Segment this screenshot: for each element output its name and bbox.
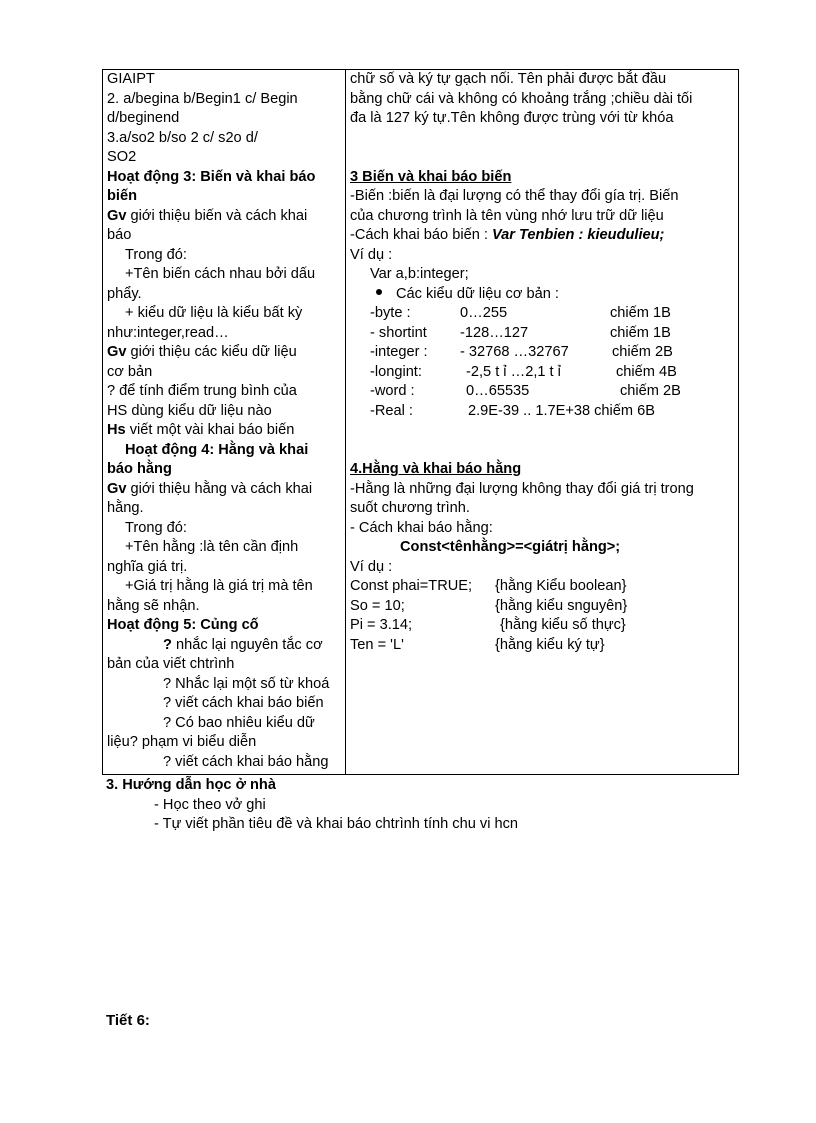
gv-text: giới thiệu các kiểu dữ liệu <box>126 344 297 360</box>
const-comment: {hằng kiểu số thực} <box>500 617 626 633</box>
code-example: Var a,b:integer; <box>370 266 469 282</box>
const-syntax: Const<tênhằng>=<giátrị hằng>; <box>400 539 621 555</box>
text-line: Ví dụ : <box>350 246 393 263</box>
gv-line <box>107 480 341 500</box>
text-line: -Biến :biến là đại lượng có thể thay đổi gía trị. Biến <box>350 188 679 204</box>
const-code: Ten = 'L' <box>350 636 404 653</box>
text-line: 3.a/so2 b/so 2 c/ s2o d/ <box>107 129 258 146</box>
gv-label: Gv <box>107 207 127 224</box>
text-line: 2. a/begina b/Begin1 c/ Begin <box>107 90 298 107</box>
const-comment: {hằng Kiểu boolean} <box>495 578 627 594</box>
activity-5-heading: Hoạt động 5: Củng cố <box>107 617 259 633</box>
gv-label: Gv <box>107 480 127 497</box>
teacher-activity-column <box>103 70 346 775</box>
text-line: GIAIPT <box>107 71 155 87</box>
type-row <box>350 363 734 383</box>
type-row <box>350 324 734 344</box>
homework-section <box>106 776 518 835</box>
text-line: hằng sẽ nhận. <box>107 597 200 614</box>
type-name: -byte : <box>370 305 411 321</box>
content-column <box>346 70 739 775</box>
text-line: bản của viết chtrình <box>107 656 235 672</box>
type-row <box>350 343 734 363</box>
text-line: của chương trình là tên vùng nhớ lưu trữ dữ liệu <box>350 207 664 224</box>
homework-item: - Học theo vở ghi <box>154 796 266 813</box>
type-name: -integer : <box>370 344 428 360</box>
type-size: chiếm 1B <box>610 305 671 321</box>
activity-3-heading-cont: biến <box>107 188 137 204</box>
const-comment: {hằng kiểu snguyên} <box>495 597 628 614</box>
spacer <box>350 148 734 168</box>
types-title: Các kiểu dữ liệu cơ bản : <box>396 285 559 302</box>
text-line: +Tên hằng :là tên cần định <box>125 539 299 555</box>
text-line: bằng chữ cái và không có khoảng trắng ;chiều dài tối <box>350 90 693 107</box>
text-line: báo <box>107 227 132 243</box>
gv-label: Gv <box>107 344 127 360</box>
const-comment: {hằng kiểu ký tự} <box>495 636 605 653</box>
text-line: như:integer,read… <box>107 324 229 341</box>
text-line: - Cách khai báo hằng: <box>350 519 493 536</box>
type-range: -2,5 t ỉ …2,1 t ỉ <box>466 363 561 380</box>
gv-text: giới thiệu biến và cách khai <box>126 207 308 224</box>
const-code: Const phai=TRUE; <box>350 578 473 594</box>
section-3-heading: 3 Biến và khai báo biến <box>350 168 512 185</box>
const-example-row <box>350 616 734 636</box>
review-question: ? Có bao nhiêu kiểu dữ <box>163 714 315 731</box>
text-line: hằng. <box>107 500 144 516</box>
homework-item: - Tự viết phần tiêu đề và khai báo chtrình tính chu vi hcn <box>154 816 519 832</box>
gv-text: giới thiệu hằng và cách khai <box>126 480 313 497</box>
text-line: đa là 127 ký tự.Tên không được trùng với từ khóa <box>350 110 674 126</box>
text-line: Trong đó: <box>125 246 187 263</box>
activity-3-heading: Hoạt động 3: Biến và khai báo <box>107 168 316 185</box>
gv-line <box>107 343 341 363</box>
hs-line <box>107 421 341 441</box>
var-declaration <box>350 226 734 246</box>
type-row <box>350 402 734 422</box>
const-example-row <box>350 577 734 597</box>
activity-4-heading-cont: báo hằng <box>107 461 172 477</box>
text-line: chữ số và ký tự gạch nối. Tên phải được bắt đầu <box>350 71 667 87</box>
type-range: -128…127 <box>460 324 529 341</box>
type-range: 0…65535 <box>466 383 530 399</box>
text-line: HS dùng kiểu dữ liệu nào <box>107 402 272 419</box>
review-text: nhắc lại nguyên tắc cơ <box>171 636 323 653</box>
spacer <box>350 129 734 149</box>
spacer <box>350 441 734 461</box>
text-line: SO2 <box>107 149 137 165</box>
review-question <box>107 636 341 656</box>
text-line: +Tên biến cách nhau bởi dấu <box>125 266 316 282</box>
type-size: chiếm 6B <box>594 402 655 419</box>
activity-4-heading: Hoạt động 4: Hằng và khai <box>125 441 309 458</box>
hs-label: Hs <box>107 422 126 438</box>
question-mark: ? <box>163 636 172 653</box>
section-4-heading: 4.Hằng và khai báo hằng <box>350 461 522 477</box>
type-name: - shortint <box>370 324 427 341</box>
type-range: 2.9E-39 .. 1.7E+38 <box>468 402 591 419</box>
review-question: ? viết cách khai báo hằng <box>163 753 329 770</box>
var-syntax: Var Tenbien : kieudulieu; <box>491 227 665 243</box>
const-example-row <box>350 636 734 656</box>
type-size: chiếm 1B <box>610 324 671 341</box>
gv-line <box>107 207 341 227</box>
hs-text: viết một vài khai báo biến <box>125 422 295 438</box>
spacer <box>350 421 734 441</box>
homework-heading: 3. Hướng dẫn học ở nhà <box>106 777 276 793</box>
text-line: suốt chương trình. <box>350 500 470 516</box>
text-line: Ví dụ : <box>350 558 393 575</box>
review-question: ? viết cách khai báo biến <box>163 695 324 711</box>
type-range: - 32768 …32767 <box>460 344 569 360</box>
review-question: ? Nhắc lại một số từ khoá <box>163 675 330 692</box>
type-range: 0…255 <box>460 305 508 321</box>
type-name: -Real : <box>370 402 413 419</box>
type-size: chiếm 2B <box>620 383 681 399</box>
text-line: + kiểu dữ liệu là kiểu bất kỳ <box>125 305 303 321</box>
types-heading <box>350 285 734 305</box>
decl-label: -Cách khai báo biến : <box>350 227 492 243</box>
text-line: phẩy. <box>107 285 142 302</box>
type-row <box>350 382 734 402</box>
text-line: d/beginend <box>107 110 180 126</box>
next-lesson-heading: Tiết 6: <box>106 1012 150 1029</box>
type-size: chiếm 4B <box>616 363 677 380</box>
const-code: So = 10; <box>350 597 405 614</box>
text-line: Trong đó: <box>125 519 187 536</box>
text-line: cơ bản <box>107 363 153 380</box>
type-row <box>350 304 734 324</box>
type-name: -word : <box>370 383 415 399</box>
const-code: Pi = 3.14; <box>350 617 413 633</box>
text-line: liệu? phạm vi biểu diễn <box>107 734 257 750</box>
text-line: nghĩa giá trị. <box>107 558 188 575</box>
text-line: -Hằng là những đại lượng không thay đổi giá trị trong <box>350 480 694 497</box>
text-line: ? để tính điểm trung bình của <box>107 383 297 399</box>
text-line: +Giá trị hằng là giá trị mà tên <box>125 578 313 594</box>
bullet-icon <box>376 289 382 295</box>
type-size: chiếm 2B <box>612 344 673 360</box>
lesson-table <box>102 69 739 775</box>
const-example-row <box>350 597 734 617</box>
type-name: -longint: <box>370 363 422 380</box>
